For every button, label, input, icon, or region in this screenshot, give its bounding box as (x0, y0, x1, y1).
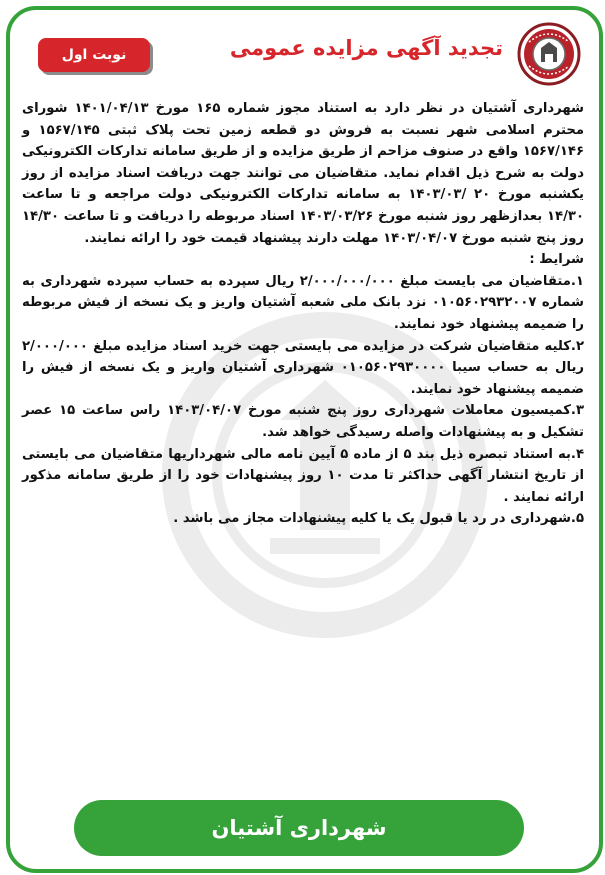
conditions-heading: شرایط : (529, 252, 584, 268)
condition-item: ۲.کلیه متقاضیان شرکت در مزایده می بایستی جهت خرید اسناد مزایده مبلغ ۲/۰۰۰/۰۰۰ ریال به حساب سیبا ۰۱۰۵۶۰۲۹۳۰۰۰۰ شهرداری آشتیان واریز و یک نسخه از فیش را ضمیمه پیشنهاد خود نمایند. (22, 338, 584, 397)
condition-item: ۱.متقاضیان می بایست مبلغ ۲/۰۰۰/۰۰۰/۰۰۰ ریال سپرده به حساب سپرده شهرداری به شماره ۰۱۰۵۶۰۲۹۳۲۰۰۷ نزد بانک ملی شعبه آشتیان واریز و یک نسخه از فیش مربوطه را ضمیمه پیشنهاد خود نمایند. (22, 273, 584, 332)
round-badge: نوبت اول (38, 38, 150, 72)
condition-item: ۳.کمیسیون معاملات شهرداری روز پنج شنبه مورخ ۱۴۰۳/۰۴/۰۷ راس ساعت ۱۵ عصر تشکیل و به پیشنهادات واصله رسیدگی خواهد شد. (22, 403, 584, 440)
condition-item: ۴.به استناد تبصره ذیل بند ۵ از ماده ۵ آیین نامه مالی شهرداریها متقاضیان می بایستی از تاریخ انتشار آگهی حداکثر تا مدت ۱۰ روز پیشنهادات خود را از طریق سامانه مذکور ارائه نمایند . (22, 446, 584, 505)
notice-title: تجدید آگهی مزایده عمومی (229, 36, 503, 60)
municipality-seal-icon (517, 22, 581, 86)
notice-body (22, 98, 584, 530)
intro-paragraph: شهرداری آشتیان در نظر دارد به استناد مجوز شماره ۱۶۵ مورخ ۱۴۰۱/۰۴/۱۳ شورای محترم اسلامی شهر نسبت به فروش دو قطعه زمین تحت پلاک ثبتی ۱۵۶۷/۱۴۵ و ۱۵۶۷/۱۴۶ واقع در صنوف مزاحم از طریق مزایده و از طریق سامانه تدارکات الکترونیکی دولت به شرح ذیل اقدام نماید. متقاضیان می توانند جهت دریافت اسناد مزایده از روز یکشنبه مورخ ۲۰ /۱۴۰۳/۰۳ به سامانه تدارکات الکترونیکی دولت مراجعه و تا ساعت ۱۴/۳۰ بعدازظهر روز شنبه مورخ ۱۴۰۳/۰۳/۲۶ اسناد مربوطه را دریافت و تا ساعت ۱۴/۳۰ روز پنج شنبه مورخ ۱۴۰۳/۰۴/۰۷ مهلت دارند پیشنهاد قیمت خود را ارائه نمایند. (22, 101, 584, 246)
notice-frame (6, 6, 603, 873)
signature-banner: شهرداری آشتیان (74, 800, 524, 856)
header (10, 18, 599, 90)
condition-item: ۵.شهرداری در رد یا قبول یک یا کلیه پیشنهادات مجاز می باشد . (173, 511, 584, 527)
